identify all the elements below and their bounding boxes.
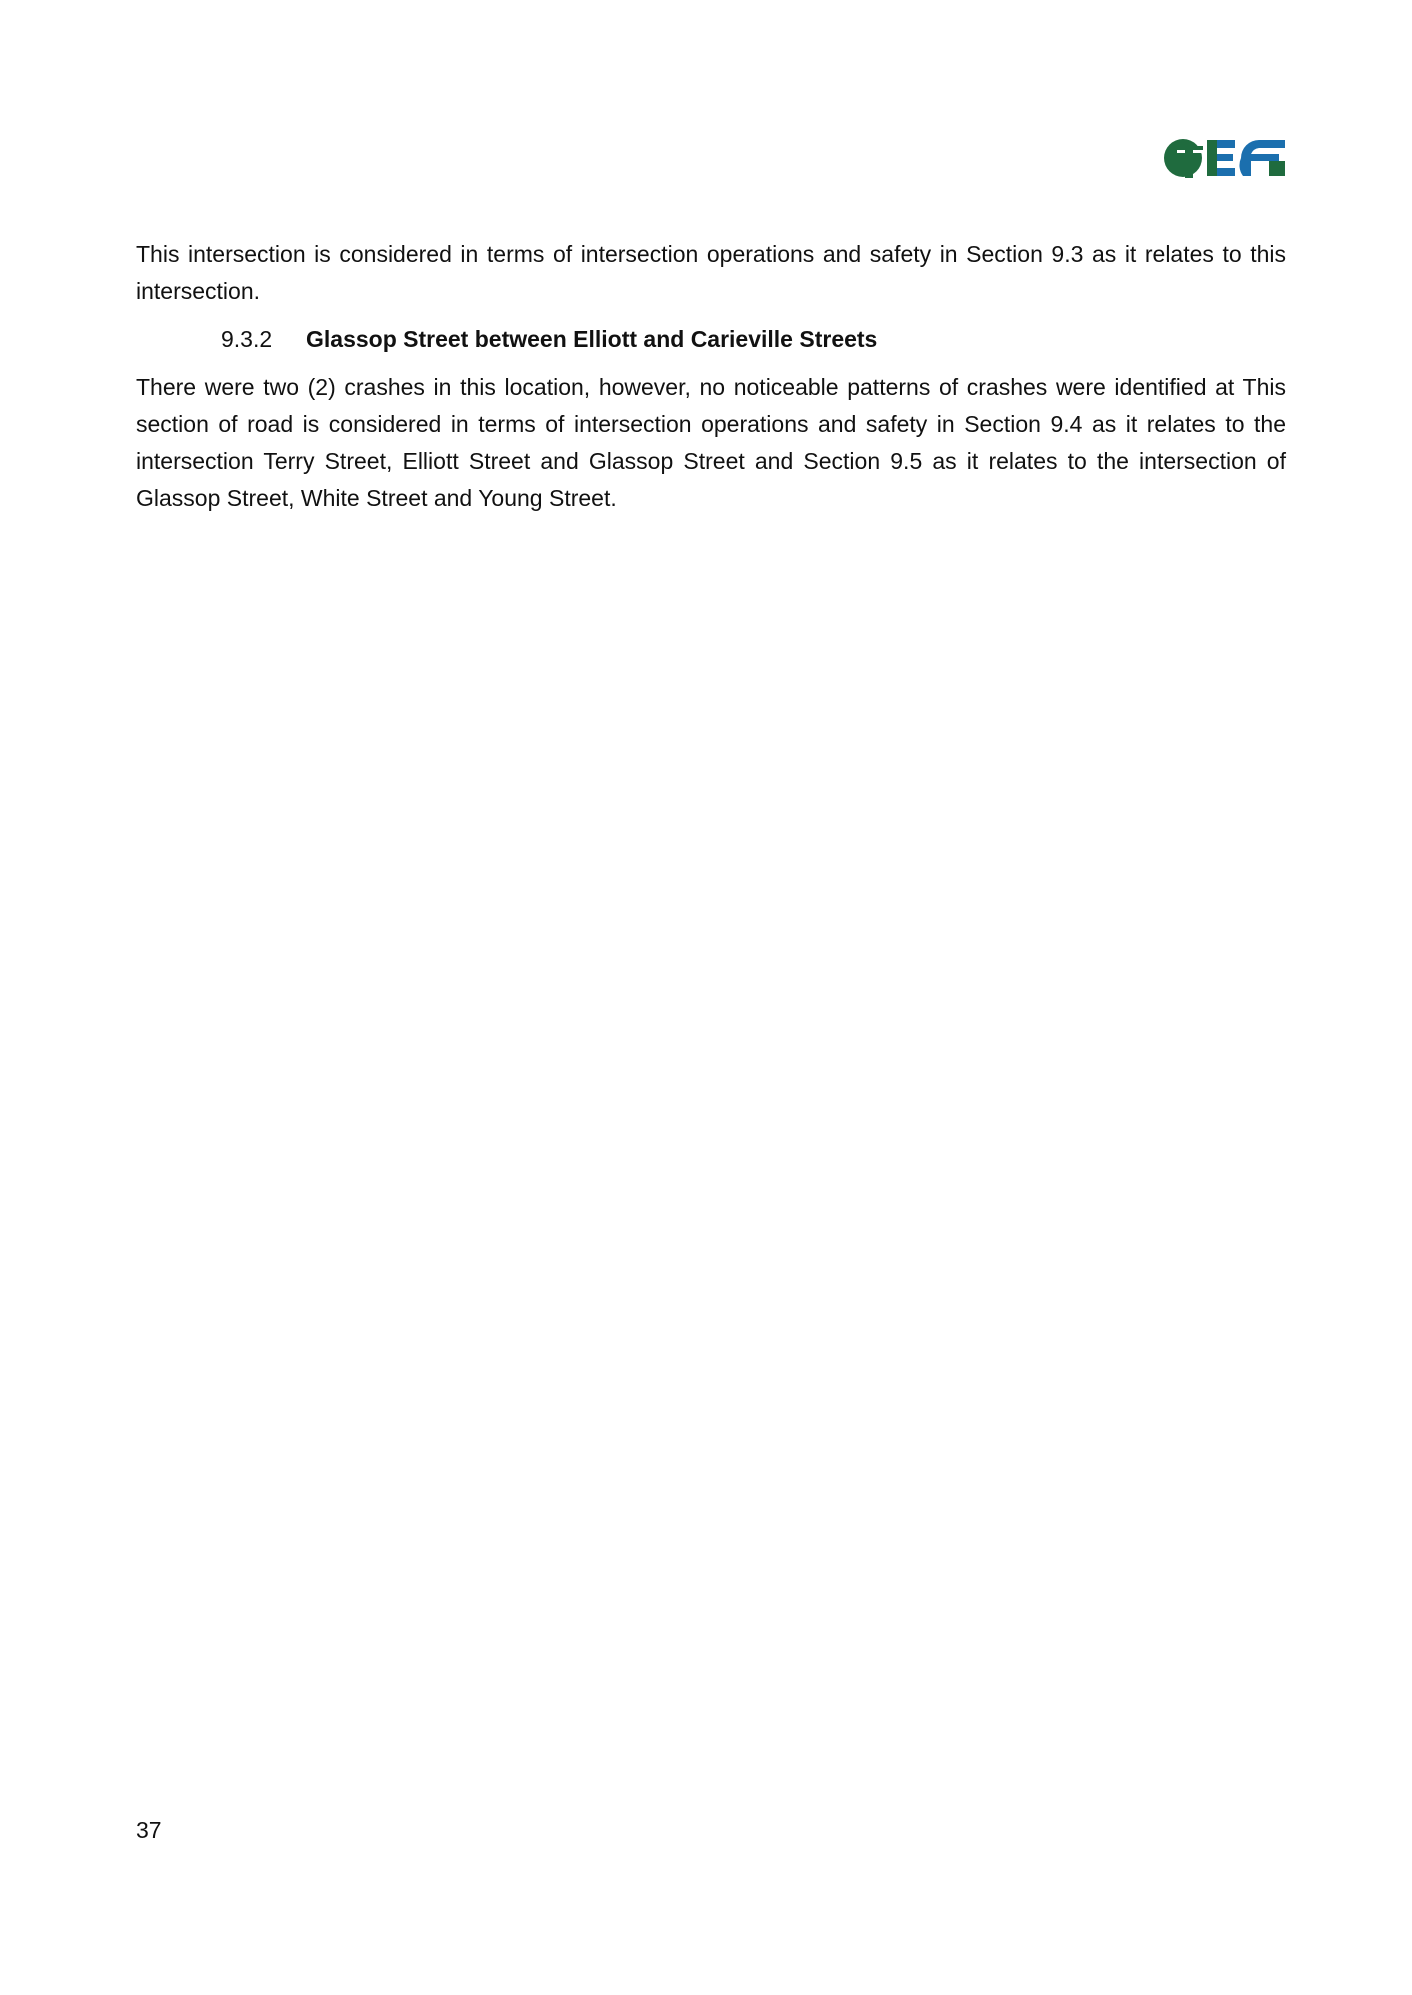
- body-paragraph: This intersection is considered in terms of intersection operations and safety in Section 9.3 as it relates to this intersection.: [136, 241, 1286, 304]
- body-paragraph: There were two (2) crashes in this location, however, no noticeable patterns of crashes were identified at This section of road is considered in terms of intersection operations and safety in Section 9.4 as it relates to the intersection Terry Street, Elliott Street and Glassop Street and Section 9.5 as it relates to the intersection of Glassop Street, White Street and Young Street.: [136, 374, 1286, 511]
- section-title: Glassop Street between Elliott and Carieville Streets: [306, 326, 878, 352]
- page-number: 37: [136, 1817, 162, 1843]
- company-logo-graphic: [1163, 138, 1287, 178]
- document-body: [136, 236, 1286, 517]
- company-logo: [1163, 138, 1287, 178]
- section-heading: [136, 321, 1286, 358]
- section-number: 9.3.2: [221, 326, 273, 352]
